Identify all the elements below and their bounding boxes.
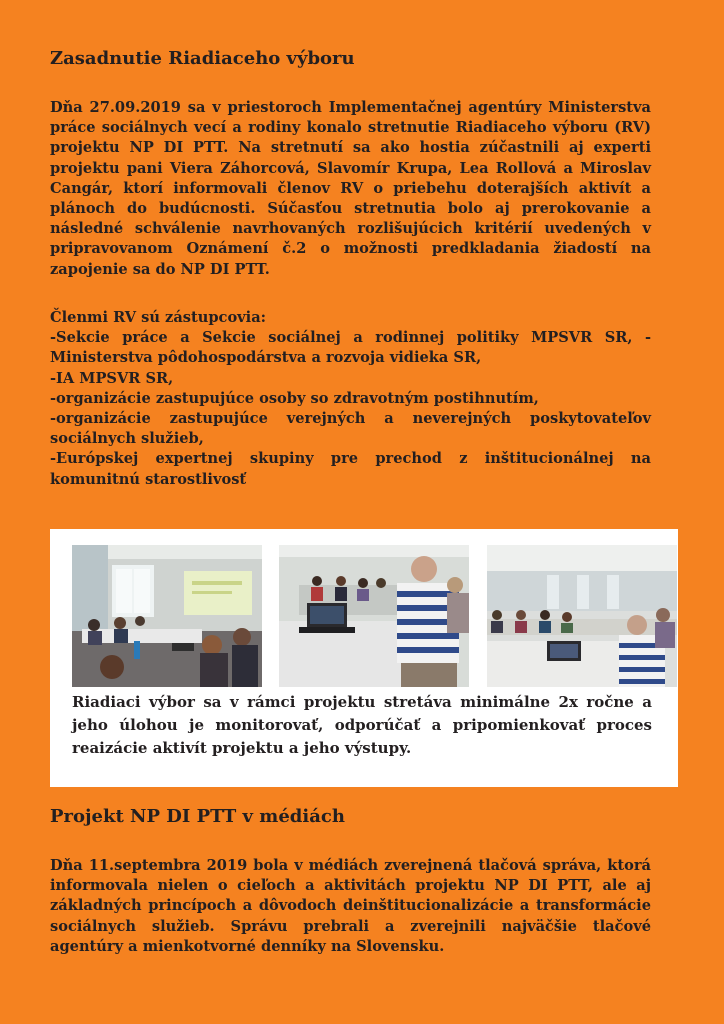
- meeting-photo-1: [72, 545, 262, 687]
- member-item: -organizácie zastupujúce verejných a neverejných poskytovateľov sociálnych služieb,: [50, 410, 651, 448]
- member-item: -Sekcie práce a Sekcie sociálnej a rodinnej politiky MPSVR SR, - Ministerstva pôdohospodárstva a rozvoja vidieka SR,: [50, 329, 651, 367]
- member-item: -organizácie zastupujúce osoby so zdravotným postihnutím,: [50, 389, 539, 407]
- meeting-paragraph: Dňa 27.09.2019 sa v priestoroch Implementačnej agentúry Ministerstva práce sociálnych vecí a rodiny konalo stretnutie Riadiaceho výboru (RV) projektu NP DI PTT. Na stretnutí sa ako hostia zúčastnili aj experti projektu pani Viera Záhorcová, Slavomír Krupa, Lea Rollová a Miroslav Cangár, ktorí informovali členov RV o priebehu doterajších aktivít a plánoch do budúcnosti. Súčasťou stretnutia bolo aj prerokovanie a následné schválenie navrhovaných rozlišujúcich kritérií uvedených v pripravovanom Oznámení č.2 o možnosti predkladania žiadostí na zapojenie sa do NP DI PTT.: [50, 99, 651, 278]
- heading-riadiaci-vybor: Zasadnutie Riadiaceho výboru: [50, 48, 355, 69]
- member-item: -Európskej expertnej skupiny pre prechod z inštitucionálnej na komunitnú starostlivosť: [50, 450, 651, 488]
- media-paragraph: Dňa 11.septembra 2019 bola v médiách zverejnená tlačová správa, ktorá informovala nielen o cieľoch a aktivitách projektu NP DI PTT, ale aj základných princípoch a dôvodoch deinštitucionalizácie a transformácie sociálnych služieb. Správu prebrali a zverejnili najväčšie tlačové agentúry a mienkotvorné denníky na Slovensku.: [50, 857, 651, 955]
- heading-media: Projekt NP DI PTT v médiách: [50, 806, 345, 827]
- meeting-photo-2: [279, 545, 469, 687]
- photo-panel: [50, 529, 678, 787]
- members-intro: Členmi RV sú zástupcovia:: [50, 309, 267, 326]
- meeting-photo-3: [487, 545, 677, 687]
- member-item: -IA MPSVR SR,: [50, 369, 174, 387]
- photo-caption: Riadiaci výbor sa v rámci projektu stretáva minimálne 2x ročne a jeho úlohou je monitorovať, odporúčať a pripomienkovať proces reaizácie aktivít projektu a jeho výstupy.: [72, 693, 652, 757]
- members-list: [50, 308, 651, 490]
